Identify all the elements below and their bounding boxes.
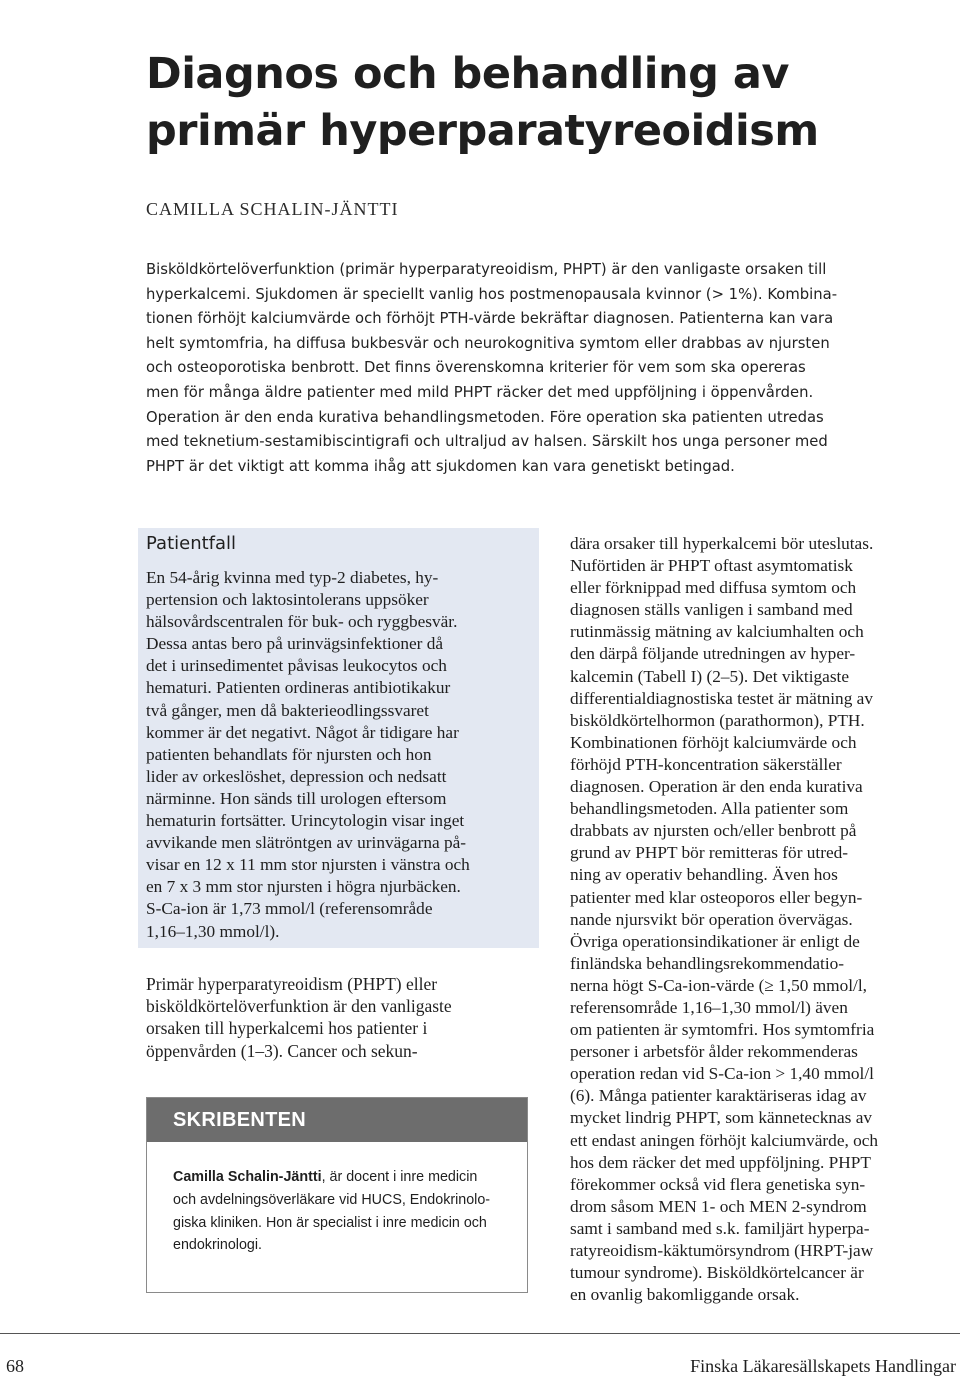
lead-line: Operation är den enda kurativa behandlingsmetoden. Före operation ska patienten utredas: [146, 408, 824, 426]
right-line: ratyreoidism-käktumörsyndrom (HRPT-jaw: [570, 1241, 874, 1260]
left-column-text: [146, 973, 536, 1062]
right-line: grund av PHPT bör remitteras för utred-: [570, 843, 849, 863]
right-line: Kombinationen förhöjt kalciumvärde och: [570, 732, 857, 752]
lead-line: med teknetium-sestamibiscintigrafi och ultraljud av halsen. Särskilt hos unga personer med: [146, 433, 828, 451]
right-line: en ovanlig bakomliggande orsak.: [570, 1285, 800, 1305]
case-line: avvikande men slätröntgen av urinvägarna på-: [146, 833, 467, 853]
right-line: drabbats av njursten och/eller benbrott på: [570, 821, 857, 841]
writer-bio: [173, 1166, 518, 1257]
right-column-text: [570, 533, 960, 1306]
left-line: Primär hyperparatyreoidism (PHPT) eller: [146, 974, 438, 994]
case-line: lider av orkeslöshet, depression och nedsatt: [146, 766, 447, 786]
case-line: visar en 12 x 11 mm stor njursten i vänstra och: [146, 855, 470, 875]
right-line: nerna högt S-Ca-ion-värde (≥ 1,50 mmol/l,: [570, 975, 867, 995]
right-line: differentialdiagnostiska testet är mätning av: [570, 688, 873, 708]
right-line: patienter med klar osteoporos eller begyn-: [570, 887, 863, 907]
writer-box: [146, 1097, 528, 1293]
article-title: [146, 46, 946, 160]
title-line: Diagnos och behandling av: [146, 49, 789, 99]
right-line: tumour syndrome). Bisköldkörtelcancer är: [570, 1263, 864, 1283]
right-line: rutinmässig mätning av kalciumhalten och: [570, 622, 864, 642]
right-line: ning av operativ behandling. Även hos: [570, 865, 838, 885]
lead-abstract: [146, 258, 960, 479]
right-line: (6). Många patienter karaktäriseras idag av: [570, 1086, 867, 1106]
lead-line: Bisköldkörtelöverfunktion (primär hyperparatyreoidism, PHPT) är den vanligaste orsaken till: [146, 261, 827, 278]
right-line: samt i samband med s.k. familjärt hyperpa-: [570, 1218, 870, 1238]
right-line: operation redan vid S-Ca-ion > 1,40 mmol/l: [570, 1064, 874, 1084]
case-line: hälsovårdscentralen för buk- och ryggbesvär.: [146, 612, 458, 632]
writer-line: [173, 1166, 518, 1189]
right-line: kalcemin (Tabell I) (2–5). Det viktigaste: [570, 666, 850, 686]
right-line: eller förknippad med diffusa symtom och: [570, 578, 857, 598]
lead-line: helt symtomfria, ha diffusa bukbesvär och neurokognitiva symtom eller drabbas av njursten: [146, 334, 830, 352]
lead-line: tionen förhöjt kalciumvärde och förhöjt PTH-värde bekräftar diagnosen. Patienterna kan vara: [146, 310, 834, 328]
page-number: 68: [6, 1356, 24, 1376]
case-line: Dessa antas bero på urinvägsinfektioner då: [146, 634, 444, 654]
patient-case-text: [146, 567, 536, 943]
right-line: behandlingsmetoden. Alla patienter som: [570, 799, 849, 819]
right-line: personer i arbetsför ålder rekommenderas: [570, 1042, 858, 1062]
left-line: bisköldkörtelöverfunktion är den vanligaste: [146, 996, 452, 1017]
writer-line-rest: , är docent i inre medicin: [321, 1169, 478, 1185]
case-line: hematuri. Patienten ordineras antibiotikakur: [146, 678, 451, 698]
writer-line: giska kliniken. Hon är specialist i inre medicin och: [173, 1214, 487, 1231]
left-line: öppenvården (1–3). Cancer och sekun-: [146, 1040, 418, 1061]
right-line: om patienten är symtomfri. Hos symtomfria: [570, 1020, 875, 1040]
case-line: kommer är det negativt. Något år tidigare har: [146, 722, 459, 742]
footer-divider: [0, 1333, 960, 1334]
right-line: förhöjd PTH-koncentration säkerställer: [570, 754, 842, 774]
right-line: referensområde 1,16–1,30 mmol/l) även: [570, 997, 848, 1017]
right-line: bisköldkörtelhormon (parathormon), PTH.: [570, 710, 865, 730]
case-line: patienten behandlats för njursten och hon: [146, 744, 432, 764]
journal-name: Finska Läkaresällskapets Handlingar: [690, 1356, 956, 1376]
author-name: CAMILLA SCHALIN-JÄNTTI: [146, 199, 399, 219]
case-line: S-Ca-ion är 1,73 mmol/l (referensområde: [146, 899, 433, 919]
title-line: primär hyperparatyreoidism: [146, 106, 819, 156]
writer-line: endokrinologi.: [173, 1237, 263, 1254]
right-line: nande njursvikt bör operation övervägas.: [570, 909, 853, 929]
lead-line: men för många äldre patienter med mild PHPT räcker det med uppföljning i öppenvården.: [146, 383, 814, 401]
patient-case-title: Patientfall: [146, 533, 237, 554]
right-line: dära orsaker till hyperkalcemi bör uteslutas.: [570, 534, 874, 553]
lead-line: och osteoporotiska benbrott. Det finns överenskomna kriterier för vem som ska opereras: [146, 359, 806, 377]
case-line: två gånger, men då bakterieodlingssvaret: [146, 700, 429, 720]
case-line: en 7 x 3 mm stor njursten i högra njurbäcken.: [146, 877, 461, 897]
lead-line: hyperkalcemi. Sjukdomen är speciellt vanlig hos postmenopausala kvinnor (> 1%). Kombina-: [146, 285, 838, 303]
writer-heading: SKRIBENTEN: [147, 1098, 527, 1142]
writer-line: och avdelningsöverläkare vid HUCS, Endokrinolo-: [173, 1191, 491, 1208]
right-line: drom såsom MEN 1- och MEN 2-syndrom: [570, 1196, 867, 1216]
case-line: närminne. Hon sänds till urologen eftersom: [146, 788, 447, 808]
case-line: det i urinsedimentet påvisas leukocytos och: [146, 656, 447, 676]
case-line: pertension och laktosintolerans uppsöker: [146, 590, 429, 610]
right-line: Nuförtiden är PHPT oftast asymtomatisk: [570, 556, 853, 576]
case-line: 1,16–1,30 mmol/l).: [146, 921, 280, 941]
right-line: hos dem räcker det med uppföljning. PHPT: [570, 1152, 871, 1172]
case-line: hematurin fortsätter. Urincytologin visar inget: [146, 811, 465, 831]
case-line: En 54-årig kvinna med typ-2 diabetes, hy-: [146, 568, 439, 587]
right-line: Övriga operationsindikationer är enligt de: [570, 931, 860, 951]
right-line: diagnosen ställs vanligen i samband med: [570, 600, 853, 620]
lead-line: PHPT är det viktigt att komma ihåg att sjukdomen kan vara genetiskt betingad.: [146, 457, 735, 475]
right-line: den därpå följande utredningen av hyper-: [570, 644, 856, 664]
left-line: orsaken till hyperkalcemi hos patienter i: [146, 1018, 428, 1039]
right-line: ett endast aningen förhöjt kalciumvärde, och: [570, 1130, 879, 1150]
right-line: diagnosen. Operation är den enda kurativa: [570, 777, 863, 797]
right-line: finländska behandlingsrekommendatio-: [570, 953, 845, 973]
right-line: förekommer också vid flera genetiska syn-: [570, 1174, 866, 1194]
writer-name: Camilla Schalin-Jäntti: [173, 1169, 322, 1185]
right-line: mycket lindrig PHPT, som kännetecknas av: [570, 1108, 873, 1128]
